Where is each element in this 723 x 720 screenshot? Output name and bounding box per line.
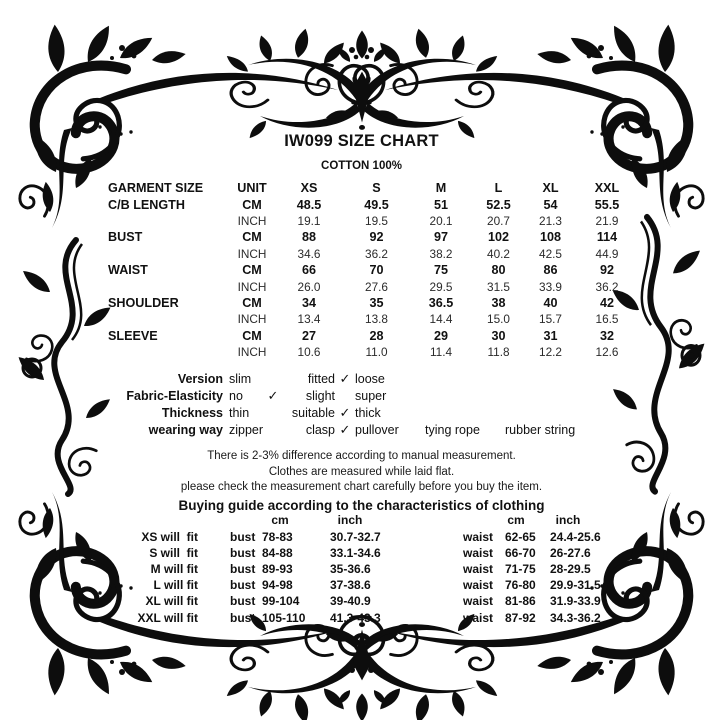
value-cell: 108 bbox=[539, 230, 561, 245]
table-row bbox=[463, 545, 612, 561]
inch-range: 31.9-33.9 bbox=[550, 594, 601, 609]
value-cell: 20.7 bbox=[487, 213, 510, 228]
attr-label: Thickness bbox=[161, 405, 223, 420]
value-cell: 36.5 bbox=[428, 295, 454, 310]
cm-range: 89-93 bbox=[262, 562, 293, 577]
measure-label: bust bbox=[230, 610, 256, 625]
table-row-sleeve-inch bbox=[108, 344, 637, 360]
col-header-m: M bbox=[435, 181, 447, 196]
size-fit-label: L will fit bbox=[153, 578, 198, 593]
unit-cell: CM bbox=[242, 263, 262, 278]
value-cell: 31.5 bbox=[487, 279, 510, 294]
table-row-bust-cm bbox=[108, 229, 637, 245]
buying-guide-bust-table bbox=[125, 529, 400, 626]
cm-range: 62-65 bbox=[505, 530, 536, 545]
unit-cell: INCH bbox=[237, 213, 267, 228]
attr-option: thin bbox=[229, 405, 250, 420]
table-row bbox=[125, 561, 400, 577]
inch-range: 28-29.5 bbox=[550, 562, 591, 577]
value-cell: 92 bbox=[369, 230, 384, 245]
cm-range: 66-70 bbox=[505, 546, 536, 561]
cm-range: 87-92 bbox=[505, 610, 536, 625]
fabric-composition-label: COTTON 100% bbox=[321, 160, 402, 172]
attr-label: Version bbox=[177, 371, 223, 386]
value-cell: 12.6 bbox=[595, 345, 619, 360]
attr-option: loose bbox=[355, 371, 385, 386]
measure-label: bust bbox=[230, 562, 256, 577]
attr-option: slight bbox=[305, 388, 335, 403]
measure-label: bust bbox=[230, 530, 256, 545]
attr-option: zipper bbox=[229, 423, 264, 438]
check-mark: ✓ bbox=[339, 404, 351, 420]
table-row bbox=[463, 561, 612, 577]
size-fit-label: XL will fit bbox=[145, 594, 198, 609]
table-row bbox=[463, 529, 612, 545]
value-cell: 34 bbox=[301, 295, 316, 310]
value-cell: 29 bbox=[433, 328, 448, 343]
value-cell: 80 bbox=[491, 263, 506, 278]
value-cell: 13.4 bbox=[297, 312, 321, 327]
value-cell: 19.1 bbox=[297, 213, 321, 228]
value-cell: 27.6 bbox=[365, 279, 388, 294]
value-cell: 86 bbox=[543, 263, 558, 278]
value-cell: 29.5 bbox=[429, 279, 453, 294]
cm-range: 84-88 bbox=[262, 546, 293, 561]
value-cell: 102 bbox=[487, 230, 509, 245]
garment-attributes bbox=[108, 370, 625, 439]
inch-range: 26-27.6 bbox=[550, 546, 591, 561]
attr-option: clasp bbox=[305, 423, 335, 438]
cm-range: 71-75 bbox=[505, 562, 536, 577]
unit-cell: INCH bbox=[237, 279, 267, 294]
col-header-s: S bbox=[372, 181, 381, 196]
measure-label: bust bbox=[230, 546, 256, 561]
value-cell: 27 bbox=[301, 328, 316, 343]
value-cell: 14.4 bbox=[429, 312, 453, 327]
value-cell: 88 bbox=[301, 230, 316, 245]
col-header-xl: XL bbox=[542, 181, 559, 196]
size-fit-label: XXL will fit bbox=[137, 610, 198, 625]
inch-range: 35-36.6 bbox=[330, 562, 371, 577]
table-row bbox=[125, 529, 400, 545]
table-row-waist-cm bbox=[108, 262, 637, 278]
table-row bbox=[125, 609, 400, 625]
table-row bbox=[463, 593, 612, 609]
value-cell: 114 bbox=[596, 230, 618, 245]
cm-range: 81-86 bbox=[505, 594, 536, 609]
value-cell: 26.0 bbox=[297, 279, 321, 294]
table-row bbox=[125, 577, 400, 593]
table-row bbox=[463, 577, 612, 593]
check-mark: ✓ bbox=[339, 370, 351, 386]
waist-inch-header: inch bbox=[555, 513, 581, 527]
attr-option: tying rope bbox=[425, 423, 480, 438]
measure-label: bust bbox=[230, 594, 256, 609]
note-line: Clothes are measured while laid flat. bbox=[268, 465, 455, 478]
measure-label: waist bbox=[463, 610, 494, 625]
value-cell: 55.5 bbox=[594, 197, 620, 212]
value-cell: 54 bbox=[543, 197, 558, 212]
check-mark: ✓ bbox=[267, 387, 279, 403]
measure-label: waist bbox=[463, 578, 494, 593]
row-label: BUST bbox=[108, 230, 143, 245]
table-row-cb-length-cm bbox=[108, 196, 637, 212]
note-line: There is 2-3% difference according to manual measurement. bbox=[207, 450, 516, 462]
value-cell: 11.8 bbox=[487, 345, 510, 360]
value-cell: 15.0 bbox=[487, 312, 510, 327]
size-table bbox=[108, 180, 637, 360]
attr-option: no bbox=[229, 388, 243, 403]
col-header-garment-size: GARMENT SIZE bbox=[108, 181, 204, 196]
buying-guide-title: Buying guide according to the characteristics of clothing bbox=[178, 497, 545, 513]
cm-range: 94-98 bbox=[262, 578, 293, 593]
value-cell: 32 bbox=[599, 328, 614, 343]
value-cell: 11.0 bbox=[365, 345, 388, 360]
measure-label: waist bbox=[463, 530, 494, 545]
row-label: C/B LENGTH bbox=[108, 197, 185, 212]
size-table-header-row bbox=[108, 180, 637, 196]
unit-cell: INCH bbox=[237, 246, 267, 261]
table-row-sleeve-cm bbox=[108, 328, 637, 344]
value-cell: 16.5 bbox=[595, 312, 619, 327]
table-row-shoulder-inch bbox=[108, 311, 637, 327]
value-cell: 42.5 bbox=[539, 246, 562, 261]
table-row bbox=[463, 609, 612, 625]
table-row-cb-length-inch bbox=[108, 213, 637, 229]
attr-option: slim bbox=[229, 371, 252, 386]
cm-range: 99-104 bbox=[262, 594, 300, 609]
size-fit-label: M will fit bbox=[150, 562, 198, 577]
value-cell: 34.6 bbox=[297, 246, 321, 261]
unit-cell: CM bbox=[242, 295, 262, 310]
attr-label: wearing way bbox=[148, 423, 223, 438]
value-cell: 48.5 bbox=[296, 197, 322, 212]
bust-cm-header: cm bbox=[271, 513, 289, 527]
page-title: IW099 SIZE CHART bbox=[284, 132, 439, 150]
table-row-bust-inch bbox=[108, 246, 637, 262]
table-row-shoulder-cm bbox=[108, 295, 637, 311]
value-cell: 40.2 bbox=[487, 246, 510, 261]
inch-range: 24.4-25.6 bbox=[550, 530, 601, 545]
value-cell: 31 bbox=[543, 328, 558, 343]
measure-label: waist bbox=[463, 562, 494, 577]
attr-row-thickness bbox=[108, 404, 625, 421]
row-label: SLEEVE bbox=[108, 328, 158, 343]
check-mark: ✓ bbox=[339, 422, 351, 438]
value-cell: 21.3 bbox=[539, 213, 562, 228]
size-fit-label: XS will fit bbox=[141, 530, 198, 545]
attr-option: super bbox=[355, 388, 387, 403]
attr-option: pullover bbox=[355, 423, 399, 438]
row-label: SHOULDER bbox=[108, 295, 179, 310]
waist-cm-header: cm bbox=[507, 513, 525, 527]
value-cell: 38 bbox=[491, 295, 506, 310]
value-cell: 35 bbox=[369, 295, 384, 310]
col-header-xs: XS bbox=[300, 181, 318, 196]
unit-cell: CM bbox=[242, 197, 262, 212]
value-cell: 52.5 bbox=[486, 197, 511, 212]
size-fit-label: S will fit bbox=[149, 546, 198, 561]
attr-row-wearing-way bbox=[108, 422, 625, 439]
cm-range: 78-83 bbox=[262, 530, 293, 545]
inch-range: 34.3-36.2 bbox=[550, 610, 601, 625]
attr-row-fabric-elasticity bbox=[108, 387, 625, 404]
cm-range: 105-110 bbox=[262, 610, 306, 625]
value-cell: 36.2 bbox=[595, 279, 619, 294]
row-label: WAIST bbox=[108, 263, 148, 278]
unit-cell: INCH bbox=[237, 312, 267, 327]
col-header-l: L bbox=[494, 181, 503, 196]
inch-range: 39-40.9 bbox=[330, 594, 371, 609]
buying-guide-waist-table bbox=[463, 529, 612, 626]
unit-cell: INCH bbox=[237, 345, 267, 360]
table-row bbox=[125, 545, 400, 561]
table-row-waist-inch bbox=[108, 278, 637, 294]
value-cell: 66 bbox=[301, 263, 316, 278]
value-cell: 42 bbox=[599, 295, 614, 310]
value-cell: 70 bbox=[369, 263, 384, 278]
value-cell: 30 bbox=[491, 328, 506, 343]
attr-option: rubber string bbox=[505, 423, 576, 438]
value-cell: 13.8 bbox=[365, 312, 388, 327]
attr-option: thick bbox=[355, 405, 381, 420]
col-header-unit: UNIT bbox=[237, 181, 267, 196]
inch-range: 41.3-43.3 bbox=[330, 610, 381, 625]
bust-inch-header: inch bbox=[337, 513, 363, 527]
inch-range: 33.1-34.6 bbox=[330, 546, 381, 561]
cm-range: 76-80 bbox=[505, 578, 536, 593]
value-cell: 36.2 bbox=[365, 246, 388, 261]
value-cell: 40 bbox=[543, 295, 558, 310]
measure-label: waist bbox=[463, 546, 494, 561]
unit-cell: CM bbox=[242, 328, 262, 343]
attr-row-version bbox=[108, 370, 625, 387]
value-cell: 33.9 bbox=[539, 279, 562, 294]
value-cell: 21.9 bbox=[595, 213, 619, 228]
value-cell: 97 bbox=[433, 230, 448, 245]
value-cell: 11.4 bbox=[429, 345, 453, 360]
attr-label: Fabric-Elasticity bbox=[126, 388, 223, 403]
value-cell: 49.5 bbox=[364, 197, 389, 212]
attr-option: fitted bbox=[307, 371, 335, 386]
value-cell: 12.2 bbox=[539, 345, 562, 360]
inch-range: 29.9-31.5 bbox=[550, 578, 601, 593]
value-cell: 51 bbox=[433, 197, 448, 212]
measurement-notes bbox=[0, 449, 723, 513]
value-cell: 10.6 bbox=[297, 345, 321, 360]
unit-cell: CM bbox=[242, 230, 262, 245]
table-row bbox=[125, 593, 400, 609]
col-header-xxl: XXL bbox=[594, 181, 620, 196]
value-cell: 44.9 bbox=[595, 246, 619, 261]
value-cell: 19.5 bbox=[365, 213, 388, 228]
value-cell: 15.7 bbox=[539, 312, 562, 327]
value-cell: 75 bbox=[433, 263, 448, 278]
inch-range: 30.7-32.7 bbox=[330, 530, 381, 545]
value-cell: 92 bbox=[599, 263, 614, 278]
value-cell: 28 bbox=[369, 328, 384, 343]
measure-label: bust bbox=[230, 578, 256, 593]
inch-range: 37-38.6 bbox=[330, 578, 371, 593]
value-cell: 20.1 bbox=[429, 213, 453, 228]
note-line: please check the measurement chart carefully before you buy the item. bbox=[180, 481, 543, 493]
value-cell: 38.2 bbox=[429, 246, 453, 261]
measure-label: waist bbox=[463, 594, 494, 609]
attr-option: suitable bbox=[291, 405, 335, 420]
